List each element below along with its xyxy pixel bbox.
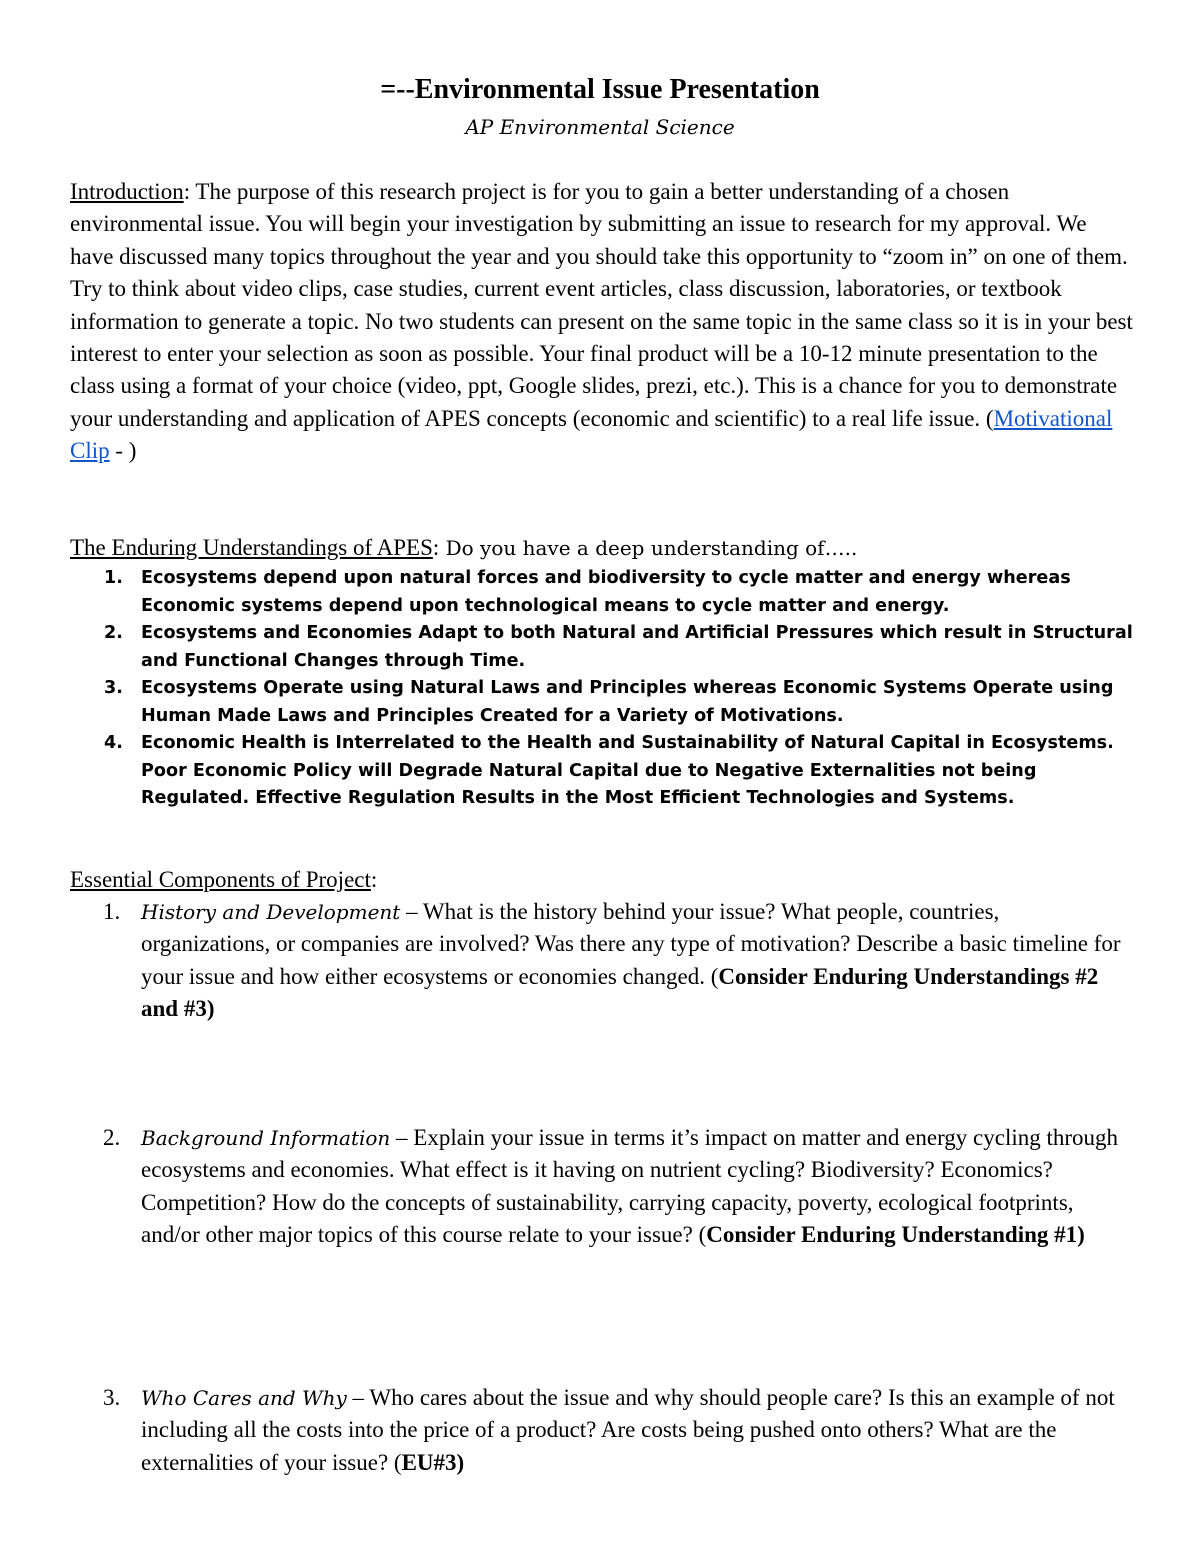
component-item-history bbox=[0, 896, 1200, 1026]
component-number: 1. bbox=[103, 899, 121, 924]
enduring-understandings-heading: The Enduring Understandings of APES: Do you have a deep understanding of….. bbox=[70, 535, 858, 560]
introduction-label: Introduction bbox=[70, 179, 184, 204]
component-name: History and Development bbox=[141, 900, 401, 924]
document-title: =--Environmental Issue Presentation bbox=[380, 74, 820, 105]
enduring-understandings-title: The Enduring Understandings of APES bbox=[70, 535, 433, 560]
essential-components-title: Essential Components of Project bbox=[70, 867, 371, 892]
introduction-paragraph: Introduction: The purpose of this research project is for you to gain a better understanding of a chosen environmental issue. You will begin your investigation by submitting an issue to research for my approval. We have discussed many topics throughout the year and you should take this opportunity to “zoom in” on one of them. Try to think about video clips, case studies, current event articles, class discussion, laboratories, or textbook information to generate a topic. No two students can present on the same topic in the same class so it is in your best interest to enter your selection as soon as possible. Your final product will be a 10-12 minute presentation to the class using a format of your choice (video, ppt, Google slides, prezi, etc.). This is a chance for you to demonstrate your understanding and application of APES concepts (economic and scientific) to a real life issue. (Motivational Clip - ) bbox=[70, 179, 1133, 464]
document-subtitle: AP Environmental Science bbox=[465, 115, 735, 139]
list-item bbox=[0, 565, 1141, 620]
component-name: Background Information bbox=[141, 1126, 391, 1150]
introduction-text-end: - ) bbox=[109, 438, 137, 464]
component-eu-reference: Consider Enduring Understanding #1) bbox=[706, 1222, 1085, 1248]
motivational-clip-link[interactable]: Motivational Clip bbox=[70, 405, 1113, 464]
list-item-text: Ecosystems and Economies Adapt to both Natural and Artificial Pressures which result in Structural and Functional Changes through Time. bbox=[141, 623, 1133, 671]
component-body bbox=[141, 1122, 1131, 1252]
component-description: – Who cares about the issue and why should people care? Is this an example of not including all the costs into the price of a product? Are costs being pushed onto others? What are the externalities of your issue? ( bbox=[141, 1385, 1115, 1475]
component-item-who-cares bbox=[0, 1382, 1200, 1479]
component-item-background bbox=[0, 1122, 1200, 1252]
component-description: – What is the history behind your issue? What people, countries, organizations, or companies are involved? Was there any type of motivation? Describe a basic timeline for your issue and how either ecosystems or economies changed. ( bbox=[141, 899, 1121, 989]
component-body bbox=[141, 896, 1131, 1026]
list-item-number: 1. bbox=[104, 568, 123, 588]
component-eu-reference: EU#3) bbox=[401, 1449, 465, 1475]
component-description: – Explain your issue in terms it’s impact on matter and energy cycling through ecosystems and economies. What effect is it having on nutrient cycling? Biodiversity? Economics? Competition? How do the concepts of sustainability, carrying capacity, poverty, ecological footprints, and/or other major topics of this course relate to your issue? ( bbox=[141, 1125, 1119, 1248]
enduring-understandings-prompt: Do you have a deep understanding of….. bbox=[439, 536, 858, 560]
list-item-text: Economic Health is Interrelated to the Health and Sustainability of Natural Capital in Ecosystems. Poor Economic Policy will Degrade Natural Capital due to Negative Externalities not being Regulated. Effective Regulation Results in the Most Efficient Technologies and Systems. bbox=[141, 733, 1114, 808]
list-item-number: 2. bbox=[104, 623, 123, 643]
list-item-text: Ecosystems depend upon natural forces and biodiversity to cycle matter and energy whereas Economic systems depend upon technological means to cycle matter and energy. bbox=[141, 568, 1071, 616]
component-number: 3. bbox=[103, 1385, 121, 1410]
list-item bbox=[0, 675, 1141, 730]
list-item-text: Ecosystems Operate using Natural Laws and Principles whereas Economic Systems Operate using Human Made Laws and Principles Created for a Variety of Motivations. bbox=[141, 678, 1114, 726]
component-name: Who Cares and Why bbox=[141, 1386, 347, 1410]
component-eu-reference: Consider Enduring Understandings #2 and #3) bbox=[141, 963, 1099, 1022]
component-number: 2. bbox=[103, 1125, 121, 1150]
introduction-text: The purpose of this research project is for you to gain a better understanding of a chosen environmental issue. You will begin your investigation by submitting an issue to research for my approval. We have discussed many topics throughout the year and you should take this opportunity to “zoom in” on one of them. Try to think about video clips, case studies, current event articles, class discussion, laboratories, or textbook information to generate a topic. No two students can present on the same topic in the same class so it is in your best interest to enter your selection as soon as possible. Your final product will be a 10-12 minute presentation to the class using a format of your choice (video, ppt, Google slides, prezi, etc.). This is a chance for you to demonstrate your understanding and application of APES concepts (economic and scientific) to a real life issue. ( bbox=[70, 179, 1133, 431]
component-body bbox=[141, 1382, 1131, 1479]
list-item-number: 4. bbox=[104, 733, 123, 753]
enduring-understandings-list bbox=[0, 565, 1200, 813]
list-item bbox=[0, 620, 1141, 675]
list-item-number: 3. bbox=[104, 678, 123, 698]
list-item bbox=[0, 730, 1141, 813]
essential-components-heading: Essential Components of Project: bbox=[70, 867, 378, 892]
